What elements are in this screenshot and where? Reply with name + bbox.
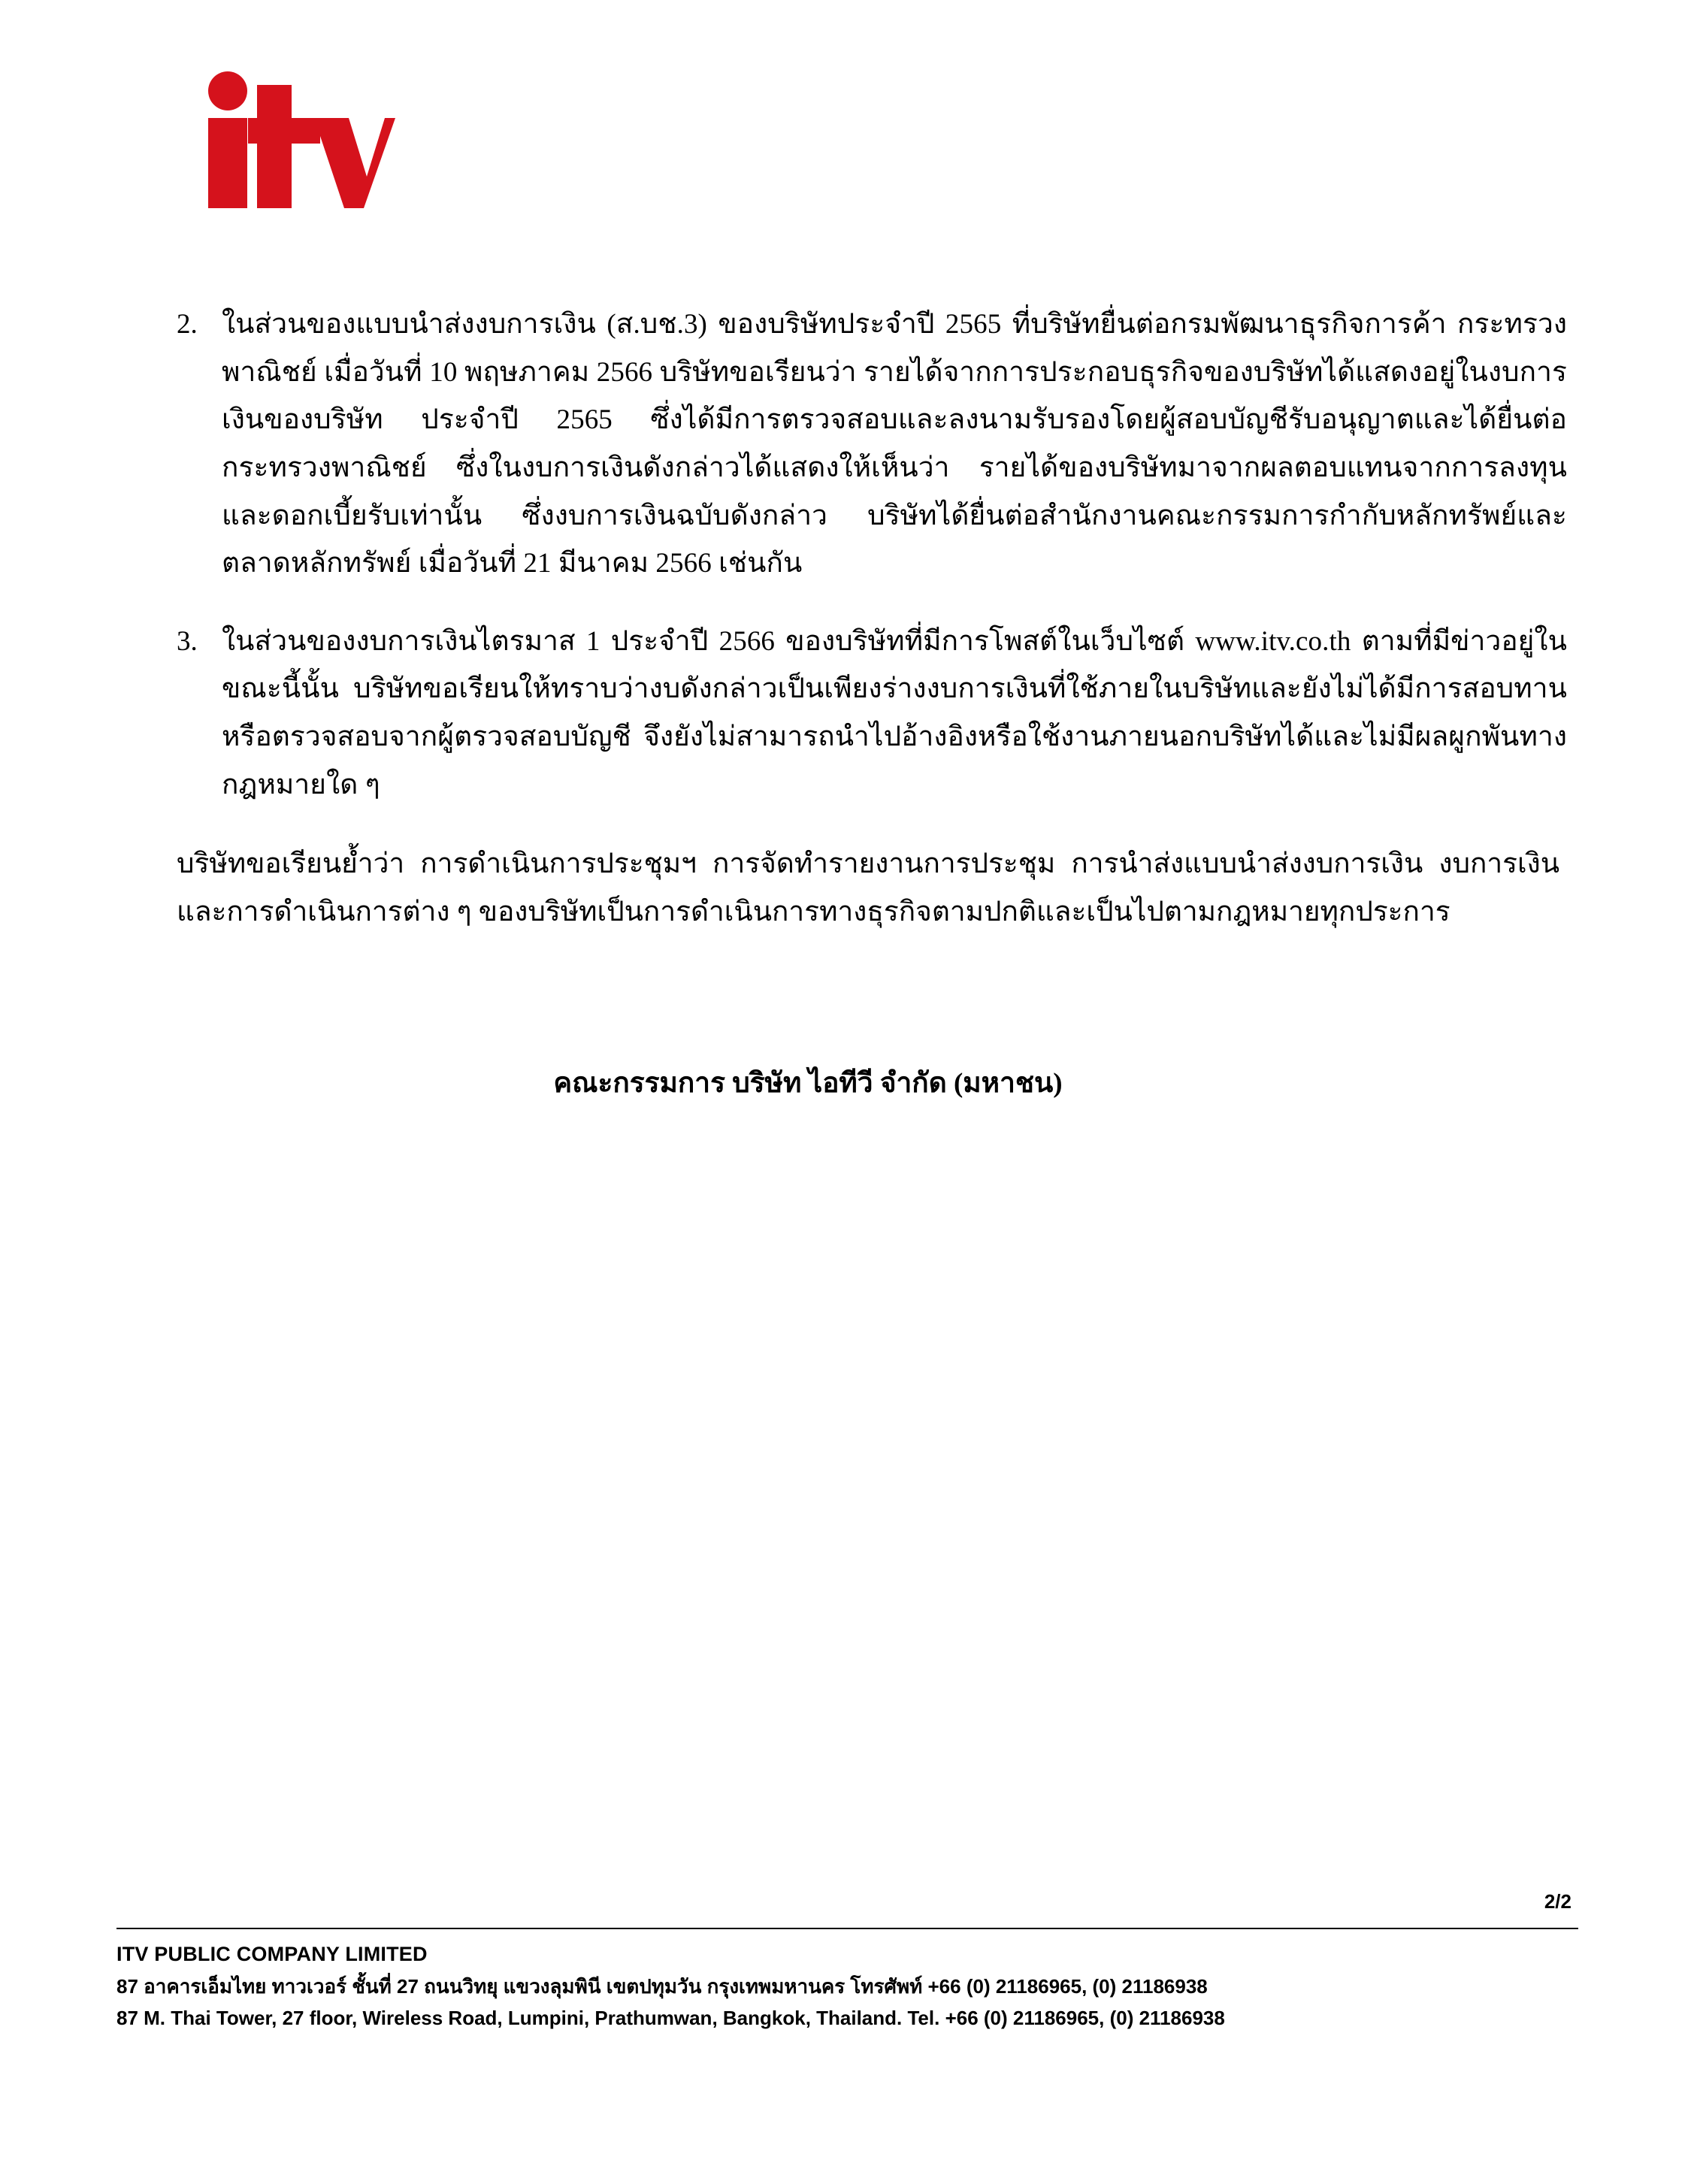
- footer-address-en: 87 M. Thai Tower, 27 floor, Wireless Road, Lumpini, Prathumwan, Bangkok, Thailand. Tel. +66 (0) 21186965, (0) 21186938: [116, 2006, 1225, 2029]
- list-item-text: ในส่วนของงบการเงินไตรมาส 1 ประจำปี 2566 ของบริษัทที่มีการโพสต์ในเว็บไซต์ www.itv.co.th ตามที่มีข่าวอยู่ในขณะนี้นั้น บริษัทขอเรียนให้ทราบว่างบดังกล่าวเป็นเพียงร่างงบการเงินที่ใช้ภายในบริษัทและยังไม่ได้มีการสอบทานหรือตรวจสอบจากผู้ตรวจสอบบัญชี จึงยังไม่สามารถนำไปอ้างอิงหรือใช้งานภายนอกบริษัทได้และไม่มีผลผูกพันทางกฎหมายใด ๆ: [222, 625, 1567, 800]
- itv-logo-icon: [201, 71, 397, 229]
- footer-address-th: 87 อาคารเอ็มไทย ทาวเวอร์ ชั้นที่ 27 ถนนวิทยุ แขวงลุมพินี เขตปทุมวัน กรุงเทพมหานคร โทรศัพท์ +66 (0) 21186965, (0) 21186938: [116, 1975, 1208, 1998]
- list-item: [116, 618, 1590, 809]
- closing-paragraph: บริษัทขอเรียนย้ำว่า การดำเนินการประชุมฯ การจัดทำรายงานการประชุม การนำส่งแบบนำส่งงบการเงิน งบการเงิน และการดำเนินการต่าง ๆ ของบริษัทเป็นการดำเนินการทางธุรกิจตามปกติและเป็นไปตามกฎหมายทุกประการ: [177, 848, 1559, 927]
- list-item-text: ในส่วนของแบบนำส่งงบการเงิน (ส.บช.3) ของบริษัทประจำปี 2565 ที่บริษัทยื่นต่อกรมพัฒนาธุรกิจการค้า กระทรวงพาณิชย์ เมื่อวันที่ 10 พฤษภาคม 2566 บริษัทขอเรียนว่า รายได้จากการประกอบธุรกิจของบริษัทได้แสดงอยู่ในงบการเงินของบริษัท ประจำปี 2565 ซึ่งได้มีการตรวจสอบและลงนามรับรองโดยผู้สอบบัญชีรับอนุญาตและได้ยื่นต่อกระทรวงพาณิชย์ ซึ่งในงบการเงินดังกล่าวได้แสดงให้เห็นว่า รายได้ของบริษัทมาจากผลตอบแทนจากการลงทุนและดอกเบี้ยรับเท่านั้น ซึ่งงบการเงินฉบับดังกล่าว บริษัทได้ยื่นต่อสำนักงานคณะกรรมการกำกับหลักทรัพย์และตลาดหลักทรัพย์ เมื่อวันที่ 21 มีนาคม 2566 เช่นกัน: [222, 309, 1567, 579]
- itv-logo: [201, 71, 397, 229]
- signature-line: คณะกรรมการ บริษัท ไอทีวี จำกัด (มหาชน): [553, 1067, 1063, 1099]
- page-number: 2/2: [1544, 1890, 1571, 1913]
- footer: [116, 1943, 1612, 2035]
- list-item-number: 2.: [177, 309, 198, 340]
- document-body: [116, 301, 1590, 1105]
- list-item-number: 3.: [177, 625, 198, 657]
- footer-company-name: ITV PUBLIC COMPANY LIMITED: [116, 1943, 428, 1965]
- footer-divider: [116, 1928, 1578, 1929]
- list-item: [116, 301, 1590, 588]
